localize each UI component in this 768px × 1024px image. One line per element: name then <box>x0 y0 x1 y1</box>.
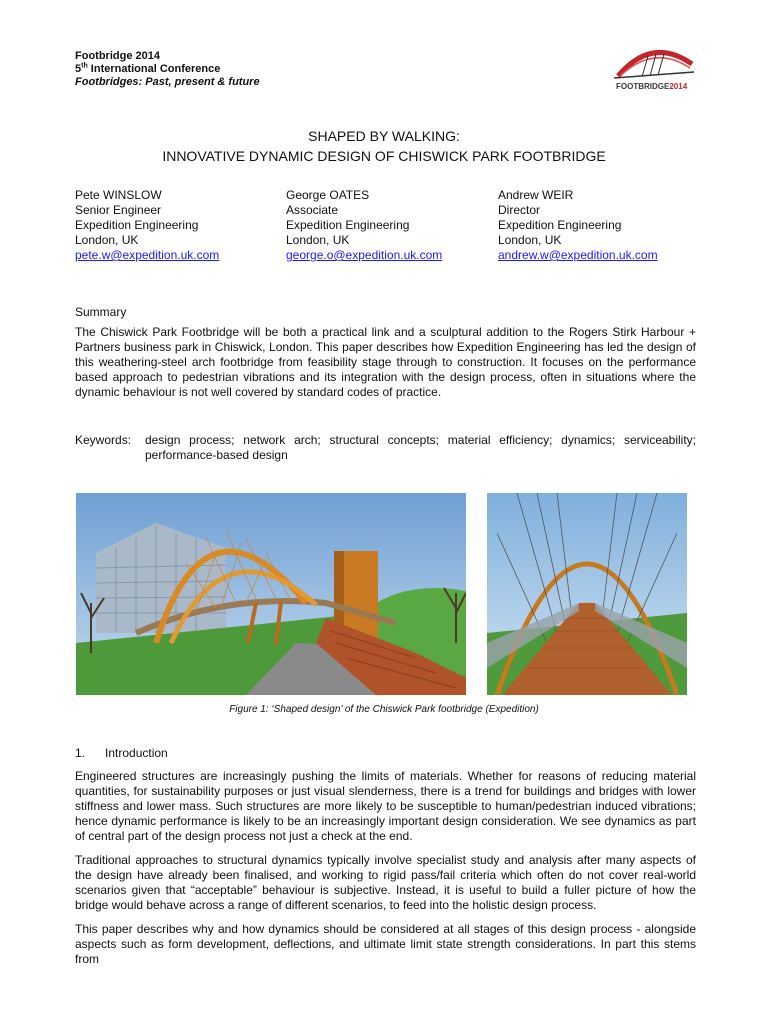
author-org: Expedition Engineering <box>286 218 410 232</box>
author-role: Director <box>498 203 541 217</box>
conference-header <box>75 50 260 89</box>
conference-theme: Footbridges: Past, present & future <box>75 76 260 88</box>
paper-title-line1: SHAPED BY WALKING: <box>308 128 460 144</box>
author-block-1 <box>75 188 275 263</box>
bridge-arch-icon <box>612 42 696 82</box>
figure-bridge-perspective <box>76 493 466 695</box>
conference-edition: 5th International Conference <box>75 62 221 75</box>
keywords-label: Keywords: <box>75 433 132 447</box>
logo-wordmark: FOOTBRIDGE2014 <box>616 82 688 91</box>
section-title: Introduction <box>105 746 168 760</box>
section-heading-introduction <box>75 746 168 761</box>
summary-heading: Summary <box>75 305 127 319</box>
author-block-3 <box>498 188 698 263</box>
author-block-2 <box>286 188 486 263</box>
summary-text: The Chiswick Park Footbridge will be both a practical link and a sculptural addition to the Rogers Stirk Harbour + Partners business park in Chiswick, London. This paper describes how Expedition Engineering has led the design of this weathering-steel arch footbridge from feasibility stage through to construction. It focuses on the performance based approach to pedestrian vibrations and its integration with the design process, often in situations where the dynamic behaviour is not well covered by standard codes of practice. <box>75 325 696 399</box>
author-role: Associate <box>286 203 339 217</box>
intro-paragraph-3: This paper describes why and how dynamics should be considered at all stages of this design process - alongside aspects such as form development, deflections, and ultimate limit state strength considerations. In part this stems from <box>75 922 696 966</box>
author-org: Expedition Engineering <box>498 218 622 232</box>
author-email-link[interactable]: george.o@expedition.uk.com <box>286 248 443 262</box>
keywords-text: design process; network arch; structural concepts; material efficiency; dynamics; serviceability; performance-based design <box>145 433 696 462</box>
author-name: Pete WINSLOW <box>75 188 162 202</box>
author-place: London, UK <box>286 233 350 247</box>
author-email-link[interactable]: andrew.w@expedition.uk.com <box>498 248 658 262</box>
author-name: Andrew WEIR <box>498 188 574 202</box>
author-org: Expedition Engineering <box>75 218 199 232</box>
author-name: George OATES <box>286 188 370 202</box>
footbridge-logo <box>612 42 696 98</box>
author-role: Senior Engineer <box>75 203 162 217</box>
figure-caption: Figure 1: ‘Shaped design’ of the Chiswick Park footbridge (Expedition) <box>229 704 539 715</box>
intro-paragraph-1: Engineered structures are increasingly pushing the limits of materials. Whether for reasons of reducing material quantities, for sustainability purposes or just visual slenderness, there is a trend for buildings and bridges with lower stiffness and lower mass. Such structures are more likely to be susceptible to human/pedestrian induced vibrations; hence dynamic performance is likely to be an increasingly important design consideration. We see dynamics as part of central part of the design process not just a check at the end. <box>75 769 696 843</box>
author-email-link[interactable]: pete.w@expedition.uk.com <box>75 248 220 262</box>
author-place: London, UK <box>75 233 139 247</box>
paper-title-line2: INNOVATIVE DYNAMIC DESIGN OF CHISWICK PARK FOOTBRIDGE <box>162 148 606 164</box>
section-number: 1. <box>75 746 86 760</box>
author-place: London, UK <box>498 233 562 247</box>
figure-bridge-deck-view <box>487 493 687 695</box>
intro-paragraph-2: Traditional approaches to structural dynamics typically involve specialist study and analysis after many aspects of the design have already been finalised, and working to rigid pass/fail criteria which often do not cover real-world scenarios given that “acceptable” behaviour is subjective. Instead, it is useful to build a fuller picture of how the bridge would behave across a range of different scenarios, to feed into the holistic design process. <box>75 853 696 912</box>
conference-name: Footbridge 2014 <box>75 50 160 62</box>
